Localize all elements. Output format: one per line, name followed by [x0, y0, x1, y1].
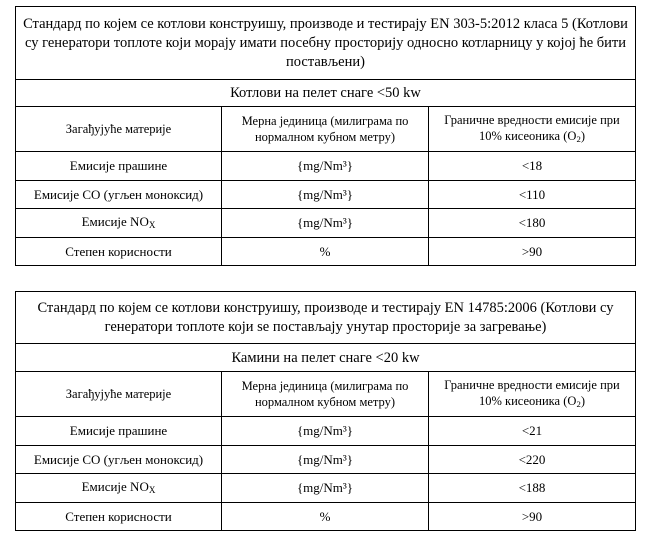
unit-cell: {mg/Nm³}: [222, 417, 429, 446]
column-header-pollutant: Загађујуће материје: [16, 372, 222, 417]
column-header-unit: Мерна јединица (милиграма по нормалном кубном метру): [222, 372, 429, 417]
limit-cell: <110: [429, 181, 636, 209]
column-header-limit: Граничне вредности емисије при 10% кисеоника $(O_2)$: [429, 372, 636, 417]
limit-cell: <18: [429, 152, 636, 181]
unit-cell: {mg/Nm³}: [222, 474, 429, 503]
oxygen-symbol: O: [567, 393, 577, 408]
column-header-unit: Мерна јединица (милиграма по нормалном кубном метру): [222, 107, 429, 152]
pollutant-cell: [16, 209, 222, 238]
limit-cell: >90: [429, 503, 636, 531]
table-title: Стандард по којем се котлови конструишу, производе и тестирају EN 303-5:2012 класа 5 (Котлови су генератори топлоте који морају имати посебну просторију односно котларницу у којој ће бити постављени): [16, 7, 636, 80]
limit-cell: <21: [429, 417, 636, 446]
unit-cell: {mg/Nm³}: [222, 209, 429, 238]
table-row: [16, 152, 636, 181]
limit-cell: <220: [429, 446, 636, 474]
table-row: [16, 417, 636, 446]
limit-cell: <188: [429, 474, 636, 503]
pollutant-subscript: X: [148, 484, 156, 495]
table-row: [16, 503, 636, 531]
pollutant-text: Емисије NO: [81, 213, 149, 229]
column-header-limit-text: Граничне вредности емисије при 10% кисеоника: [444, 377, 620, 408]
limit-cell: <180: [429, 209, 636, 238]
table-subtitle: Камини на пелет снаге <20 kw: [16, 344, 636, 372]
pollutant-cell: Степен корисности: [16, 238, 222, 266]
limit-cell: >90: [429, 238, 636, 266]
emission-standards-table-boilers: [15, 6, 636, 266]
unit-cell: %: [222, 503, 429, 531]
pollutant-cell: Емисије прашине: [16, 152, 222, 181]
oxygen-subscript: 2: [576, 133, 581, 144]
table-row: [16, 474, 636, 503]
column-header-limit: Граничне вредности емисије при 10% кисеоника $(O_2)$: [429, 107, 636, 152]
pollutant-cell: Емисије CO (угљен моноксид): [16, 181, 222, 209]
table-title: Стандард по којем се котлови конструишу, производе и тестирају EN 14785:2006 (Котлови су генератори топлоте који se постављају унутар просторије за загревање): [16, 292, 636, 344]
pollutant-subscript: X: [148, 219, 156, 230]
emission-standards-table-stoves: [15, 291, 636, 531]
pollutant-cell: Емисије прашине: [16, 417, 222, 446]
table-row: [16, 238, 636, 266]
pollutant-cell: Емисије CO (угљен моноксид): [16, 446, 222, 474]
pollutant-text: Емисије NO: [81, 478, 149, 494]
unit-cell: {mg/Nm³}: [222, 446, 429, 474]
column-header-limit-text: Граничне вредности емисије при 10% кисеоника: [444, 112, 620, 143]
table-row: [16, 209, 636, 238]
pollutant-cell: Степен корисности: [16, 503, 222, 531]
table-row: [16, 446, 636, 474]
column-header-pollutant: Загађујуће материје: [16, 107, 222, 152]
table-row: [16, 181, 636, 209]
unit-cell: {mg/Nm³}: [222, 181, 429, 209]
pollutant-cell: [16, 474, 222, 503]
oxygen-symbol: O: [567, 128, 577, 143]
unit-cell: {mg/Nm³}: [222, 152, 429, 181]
table-subtitle: Котлови на пелет снаге <50 kw: [16, 80, 636, 107]
unit-cell: %: [222, 238, 429, 266]
oxygen-subscript: 2: [576, 398, 581, 409]
